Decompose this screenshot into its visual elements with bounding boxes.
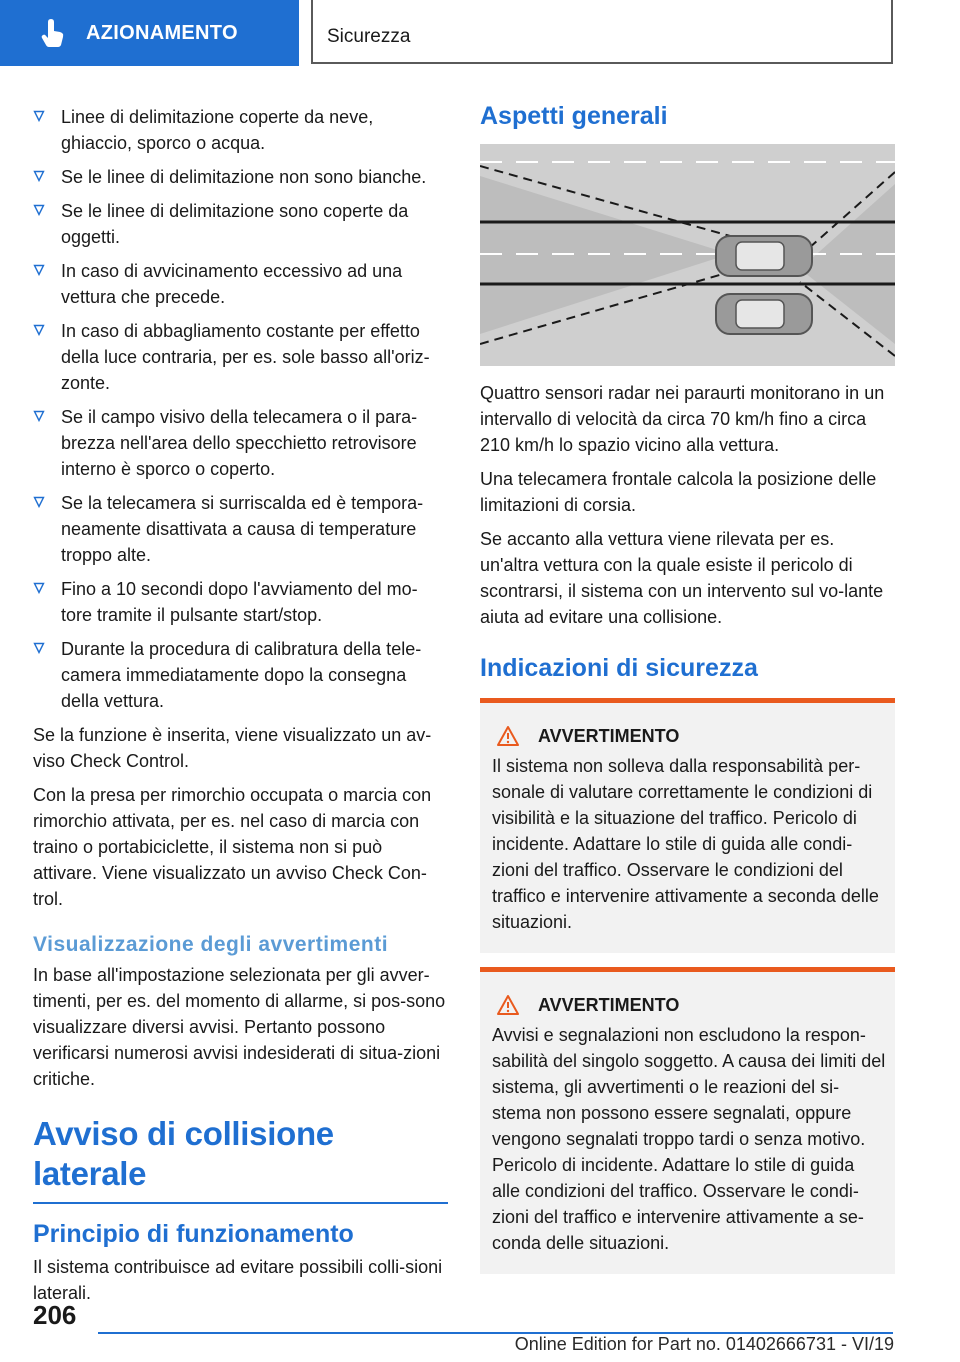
warning-title xyxy=(488,994,887,1016)
warning-text: Il sistema non solleva dalla responsabilità per-sonale di valutare correttamente le condizioni di visibilità e la situazione del traffico. Pericolo di incidente. Adattare lo stile di guida alle condi-zioni del traffico. Osservare le condizioni del traffico e intervenire attivamente a seconda delle situazioni. xyxy=(492,756,879,932)
list-item xyxy=(33,258,448,310)
car-top-icon xyxy=(716,294,812,334)
camera-paragraph: Una telecamera frontale calcola la posizione delle limitazioni di corsia. xyxy=(480,469,877,515)
triangle-bullet-icon xyxy=(33,264,45,276)
list-item-text: In caso di abbagliamento costante per effetto della luce contraria, per es. sole basso all'oriz-zonte. xyxy=(61,321,430,393)
warnings-paragraph: In base all'impostazione selezionata per gli avver-timenti, per es. del momento di allarme, si pos-sono visualizzare diversi avvisi. Pertanto possono verificarsi numerosi avvisi indesiderati di situa-zioni critiche. xyxy=(33,965,446,1089)
triangle-bullet-icon xyxy=(33,642,45,654)
radar-paragraph: Quattro sensori radar nei paraurti monitorano in un intervallo di velocità da circa 70 km/h fino a circa 210 km/h lo spazio vicino alla vettura. xyxy=(480,383,885,455)
limitations-list xyxy=(33,104,448,714)
list-item-text: Fino a 10 secondi dopo l'avviamento del mo-tore tramite il pulsante start/stop. xyxy=(61,579,418,625)
list-item-text: Durante la procedura di calibratura della tele-camera immediatamente dopo la consegna della vettura. xyxy=(61,639,422,711)
list-item-text: Linee di delimitazione coperte da neve, ghiaccio, sporco o acqua. xyxy=(61,107,374,153)
triangle-bullet-icon xyxy=(33,324,45,336)
warning-label: AVVERTIMENTO xyxy=(538,994,680,1015)
triangle-bullet-icon xyxy=(33,496,45,508)
car-top-icon xyxy=(716,236,812,276)
trailer-paragraph: Con la presa per rimorchio occupata o marcia con rimorchio attivata, per es. nel caso di marcia con traino o portabiciclette, il sistema non si può attivare. Viene visualizzato un avviso Check Con-trol. xyxy=(33,785,432,909)
collision-paragraph: Se accanto alla vettura viene rilevata per es. un'altra vettura con la quale esiste il pericolo di scontrarsi, il sistema con un intervento sul vo-lante aiuta ad evitare una collisione. xyxy=(480,529,884,627)
list-item-text: Se il campo visivo della telecamera o il para-brezza nell'area dello specchietto retrovisore interno è sporco o coperto. xyxy=(61,407,418,479)
safety-heading: Indicazioni di sicurezza xyxy=(480,654,758,682)
page-number: 206 xyxy=(33,1300,77,1330)
list-item-text: Se le linee di delimitazione sono coperte da oggetti. xyxy=(61,201,409,247)
principle-paragraph: Il sistema contribuisce ad evitare possibili colli-sioni laterali. xyxy=(33,1257,443,1303)
warning-box xyxy=(480,698,895,953)
triangle-bullet-icon xyxy=(33,582,45,594)
list-item xyxy=(33,104,448,156)
chapter-label: AZIONAMENTO xyxy=(86,22,238,44)
triangle-bullet-icon xyxy=(33,410,45,422)
list-item-text: In caso di avvicinamento eccessivo ad una vettura che precede. xyxy=(61,261,403,307)
list-item xyxy=(33,198,448,250)
warning-title xyxy=(488,725,887,747)
section-label: Sicurezza xyxy=(327,26,411,47)
list-item xyxy=(33,404,448,482)
warnings-heading: Visualizzazione degli avvertimenti xyxy=(33,933,389,956)
right-column xyxy=(480,100,895,1288)
chapter-title: Avviso di collisione laterale xyxy=(33,1114,448,1204)
triangle-bullet-icon xyxy=(33,110,45,122)
principle-heading: Principio di funzionamento xyxy=(33,1220,354,1248)
warning-triangle-icon xyxy=(496,994,520,1016)
list-item-text: Se la telecamera si surriscalda ed è tempora-neamente disattivata a causa di temperature troppo alte. xyxy=(61,493,424,565)
triangle-bullet-icon xyxy=(33,170,45,182)
warning-box xyxy=(480,967,895,1274)
edition-text: Online Edition for Part no. 01402666731 - VI/19 xyxy=(514,1334,894,1354)
left-column xyxy=(33,104,448,1314)
list-item xyxy=(33,636,448,714)
list-item-text: Se le linee di delimitazione non sono bianche. xyxy=(61,167,427,187)
list-item xyxy=(33,318,448,396)
hand-pointer-icon xyxy=(38,18,68,48)
list-item xyxy=(33,164,448,190)
section-header xyxy=(311,0,893,64)
chapter-tab[interactable] xyxy=(0,0,299,66)
warning-label: AVVERTIMENTO xyxy=(538,725,680,746)
general-heading: Aspetti generali xyxy=(480,102,668,130)
radar-coverage-illustration xyxy=(480,144,895,366)
list-item xyxy=(33,576,448,628)
warning-text: Avvisi e segnalazioni non escludono la respon-sabilità del singolo soggetto. A causa dei limiti del sistema, gli avvertimenti o le reazioni del si-stema non possono essere segnalati, oppure vengono segnalati troppo tardi o senza motivo. Pericolo di incidente. Adattare lo stile di guida alle condizioni del traffico. Osservare le condi-zioni del traffico e intervenire attivamente a se-conda delle situazioni. xyxy=(492,1025,886,1253)
triangle-bullet-icon xyxy=(33,204,45,216)
warning-triangle-icon xyxy=(496,725,520,747)
list-item xyxy=(33,490,448,568)
check-control-paragraph: Se la funzione è inserita, viene visualizzato un av-viso Check Control. xyxy=(33,725,432,771)
